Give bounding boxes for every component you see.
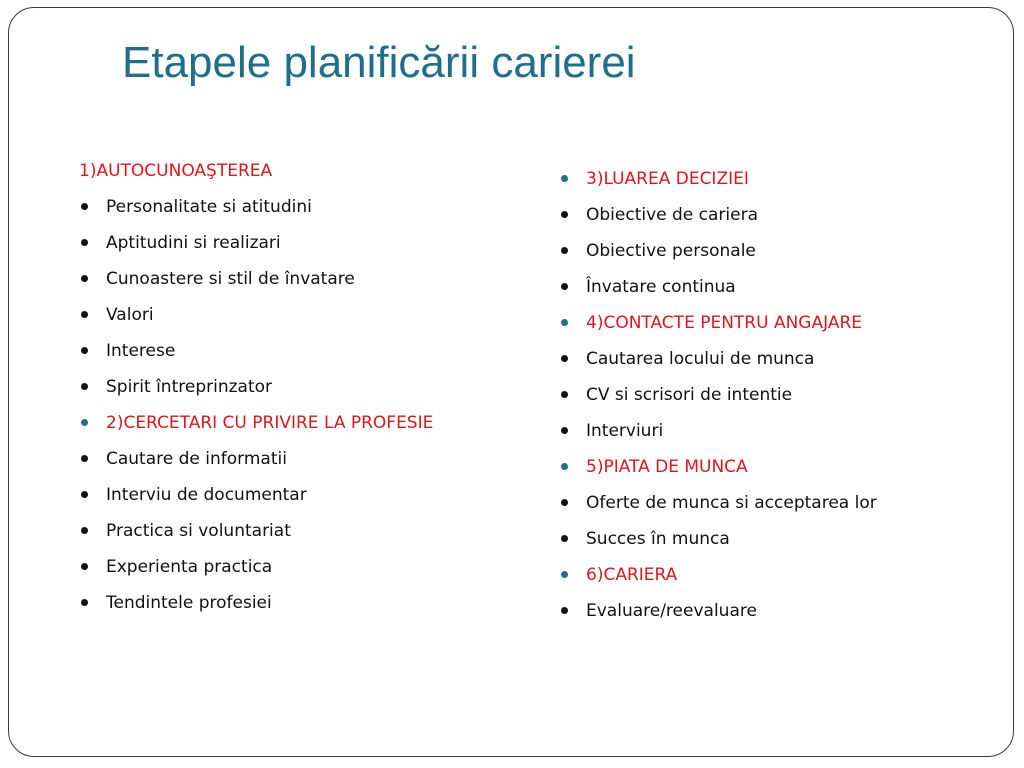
- bullet-icon: [561, 607, 568, 614]
- list-item: [559, 490, 979, 516]
- bullet-icon: [81, 599, 88, 606]
- list-item: [79, 338, 479, 364]
- list-item-text: Spirit întreprinzator: [106, 377, 272, 397]
- bullet-icon: [561, 571, 568, 578]
- list-item: [559, 598, 979, 624]
- list-item: [79, 194, 479, 220]
- list-item-heading: [559, 166, 979, 192]
- list-item: [559, 526, 979, 552]
- list-item-text: 1)AUTOCUNOAŞTEREA: [79, 161, 273, 181]
- list-item-text: 4)CONTACTE PENTRU ANGAJARE: [586, 313, 863, 333]
- bullet-icon: [561, 535, 568, 542]
- list-item-text: 3)LUAREA DECIZIEI: [586, 169, 749, 189]
- list-item-text: Învatare continua: [586, 277, 736, 297]
- list-item: [79, 302, 479, 328]
- list-item-text: Cautare de informatii: [106, 449, 287, 469]
- bullet-icon: [561, 355, 568, 362]
- list-item-text: Tendintele profesiei: [106, 593, 272, 613]
- bullet-icon: [81, 527, 88, 534]
- bullet-icon: [561, 499, 568, 506]
- right-column-list: [559, 166, 979, 634]
- list-item-text: Oferte de munca si acceptarea lor: [586, 493, 877, 513]
- slide-title: Etapele planificării carierei: [122, 38, 636, 87]
- list-item: [559, 346, 979, 372]
- bullet-icon: [561, 175, 568, 182]
- list-item: [559, 202, 979, 228]
- list-item-text: Practica si voluntariat: [106, 521, 291, 541]
- list-item-text: Interviu de documentar: [106, 485, 307, 505]
- list-item-text: Experienta practica: [106, 557, 273, 577]
- bullet-icon: [561, 319, 568, 326]
- list-item-text: Aptitudini si realizari: [106, 233, 281, 253]
- list-item-text: Cautarea locului de munca: [586, 349, 815, 369]
- list-item-text: Obiective personale: [586, 241, 756, 261]
- bullet-icon: [81, 203, 88, 210]
- bullet-icon: [81, 383, 88, 390]
- list-item-heading: [559, 562, 979, 588]
- bullet-icon: [81, 563, 88, 570]
- bullet-icon: [561, 211, 568, 218]
- list-item-text: Personalitate si atitudini: [106, 197, 312, 217]
- bullet-icon: [81, 311, 88, 318]
- list-item: [559, 274, 979, 300]
- list-item: [79, 482, 479, 508]
- list-item: [79, 266, 479, 292]
- bullet-icon: [81, 347, 88, 354]
- list-item-text: Obiective de cariera: [586, 205, 759, 225]
- list-item: [79, 230, 479, 256]
- list-item: [79, 590, 479, 616]
- bullet-icon: [561, 463, 568, 470]
- left-column-list: [79, 158, 479, 626]
- bullet-icon: [81, 491, 88, 498]
- list-item-text: CV si scrisori de intentie: [586, 385, 793, 405]
- list-item-heading: [559, 310, 979, 336]
- list-item: [79, 446, 479, 472]
- list-item-text: 6)CARIERA: [586, 565, 678, 585]
- list-item: [79, 374, 479, 400]
- list-item-text: Evaluare/reevaluare: [586, 601, 757, 621]
- list-item: [79, 518, 479, 544]
- list-item-heading: [79, 410, 479, 436]
- list-item-text: Succes în munca: [586, 529, 730, 549]
- list-item-text: Interese: [106, 341, 176, 361]
- list-item-text: 5)PIATA DE MUNCA: [586, 457, 748, 477]
- list-item-heading: [559, 454, 979, 480]
- bullet-icon: [561, 283, 568, 290]
- bullet-icon: [561, 427, 568, 434]
- list-item: [559, 238, 979, 264]
- list-item: [79, 158, 479, 184]
- list-item: [559, 418, 979, 444]
- bullet-icon: [81, 239, 88, 246]
- list-item: [559, 382, 979, 408]
- bullet-icon: [561, 391, 568, 398]
- bullet-icon: [81, 275, 88, 282]
- slide: [8, 7, 1014, 757]
- bullet-icon: [81, 455, 88, 462]
- bullet-icon: [81, 419, 88, 426]
- list-item-text: Interviuri: [586, 421, 664, 441]
- bullet-icon: [561, 247, 568, 254]
- list-item-text: 2)CERCETARI CU PRIVIRE LA PROFESIE: [106, 413, 434, 433]
- list-item-text: Cunoastere si stil de învatare: [106, 269, 355, 289]
- list-item-text: Valori: [106, 305, 154, 325]
- list-item: [79, 554, 479, 580]
